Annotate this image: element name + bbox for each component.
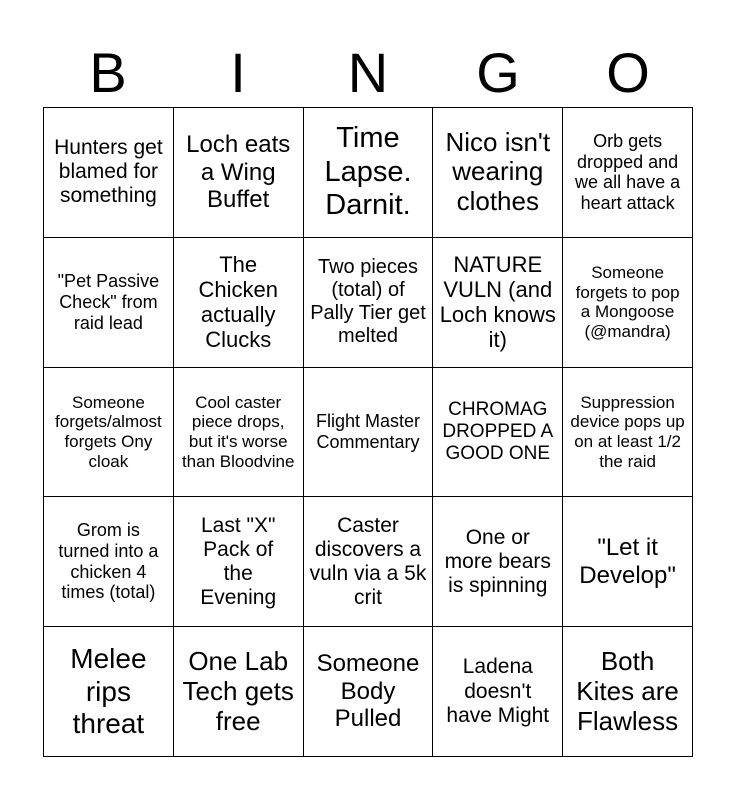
bingo-header	[43, 40, 693, 106]
bingo-cell-2-2[interactable]	[174, 238, 304, 368]
cell-text: Both Kites are Flawless	[576, 645, 679, 736]
bingo-cell-2-4[interactable]	[433, 238, 563, 368]
bingo-cell-5-4[interactable]	[433, 627, 563, 757]
bingo-grid	[43, 107, 693, 757]
bingo-cell-1-4[interactable]	[433, 108, 563, 238]
bingo-cell-5-5[interactable]	[563, 627, 693, 757]
cell-text: Nico isn't wearing clothes	[445, 126, 551, 217]
bingo-cell-3-2[interactable]	[174, 368, 304, 498]
header-letter-n: N	[347, 41, 389, 104]
bingo-cell-3-4[interactable]	[433, 368, 563, 498]
bingo-cell-5-3[interactable]	[304, 627, 434, 757]
bingo-cell-4-5[interactable]	[563, 497, 693, 627]
cell-text: Grom is turned into a chicken 4 times (total)	[58, 520, 159, 603]
cell-text: Time Lapse. Darnit.	[324, 122, 412, 222]
bingo-cell-4-1[interactable]	[44, 497, 174, 627]
header-letter-i: I	[230, 41, 246, 104]
bingo-cell-2-3[interactable]	[304, 238, 434, 368]
bingo-cell-4-4[interactable]	[433, 497, 563, 627]
cell-text: Last "X" Pack of the Evening	[200, 513, 277, 609]
cell-text: Cool caster piece drops, but it's worse than Bloodvine	[181, 392, 295, 471]
bingo-cell-4-2[interactable]	[174, 497, 304, 627]
cell-text: Suppression device pops up on at least 1/2 the raid	[570, 392, 685, 471]
bingo-cell-2-5[interactable]	[563, 238, 693, 368]
cell-text: "Pet Passive Check" from raid lead	[57, 271, 160, 333]
bingo-cell-4-3[interactable]	[304, 497, 434, 627]
bingo-cell-3-1[interactable]	[44, 368, 174, 498]
header-letter-b: B	[89, 41, 127, 104]
cell-text: Someone forgets to pop a Mongoose (@mandra)	[575, 263, 680, 341]
bingo-cell-2-1[interactable]	[44, 238, 174, 368]
bingo-cell-5-2[interactable]	[174, 627, 304, 757]
bingo-cell-1-3[interactable]	[304, 108, 434, 238]
cell-text: Flight Master Commentary	[315, 411, 420, 452]
bingo-cell-1-5[interactable]	[563, 108, 693, 238]
cell-text: CHROMAG DROPPED A GOOD ONE	[442, 399, 554, 464]
cell-text: Two pieces (total) of Pally Tier get melted	[310, 256, 426, 348]
bingo-cell-5-1[interactable]	[44, 627, 174, 757]
cell-text: Ladena doesn't have Might	[446, 655, 550, 727]
bingo-cell-3-3[interactable]	[304, 368, 434, 498]
cell-text: Hunters get blamed for something	[54, 136, 163, 208]
bingo-cell-1-2[interactable]	[174, 108, 304, 238]
cell-text: One or more bears is spinning	[444, 525, 551, 597]
bingo-cell-3-5[interactable]	[563, 368, 693, 498]
cell-text: Loch eats a Wing Buffet	[186, 131, 291, 214]
cell-text: Melee rips threat	[70, 643, 147, 739]
cell-text: The Chicken actually Clucks	[198, 251, 278, 353]
header-letter-o: O	[606, 41, 650, 104]
cell-text: Caster discovers a vuln via a 5k crit	[309, 513, 427, 609]
cell-text: Someone Body Pulled	[316, 650, 420, 733]
bingo-cell-1-1[interactable]	[44, 108, 174, 238]
cell-text: Someone forgets/almost forgets Ony cloak	[55, 392, 162, 471]
cell-text: NATURE VULN (and Loch knows it)	[439, 251, 556, 353]
cell-text: Orb gets dropped and we all have a heart attack	[575, 131, 681, 214]
cell-text: "Let it Develop"	[579, 534, 676, 589]
cell-text: One Lab Tech gets free	[182, 645, 294, 736]
header-letter-g: G	[476, 41, 520, 104]
